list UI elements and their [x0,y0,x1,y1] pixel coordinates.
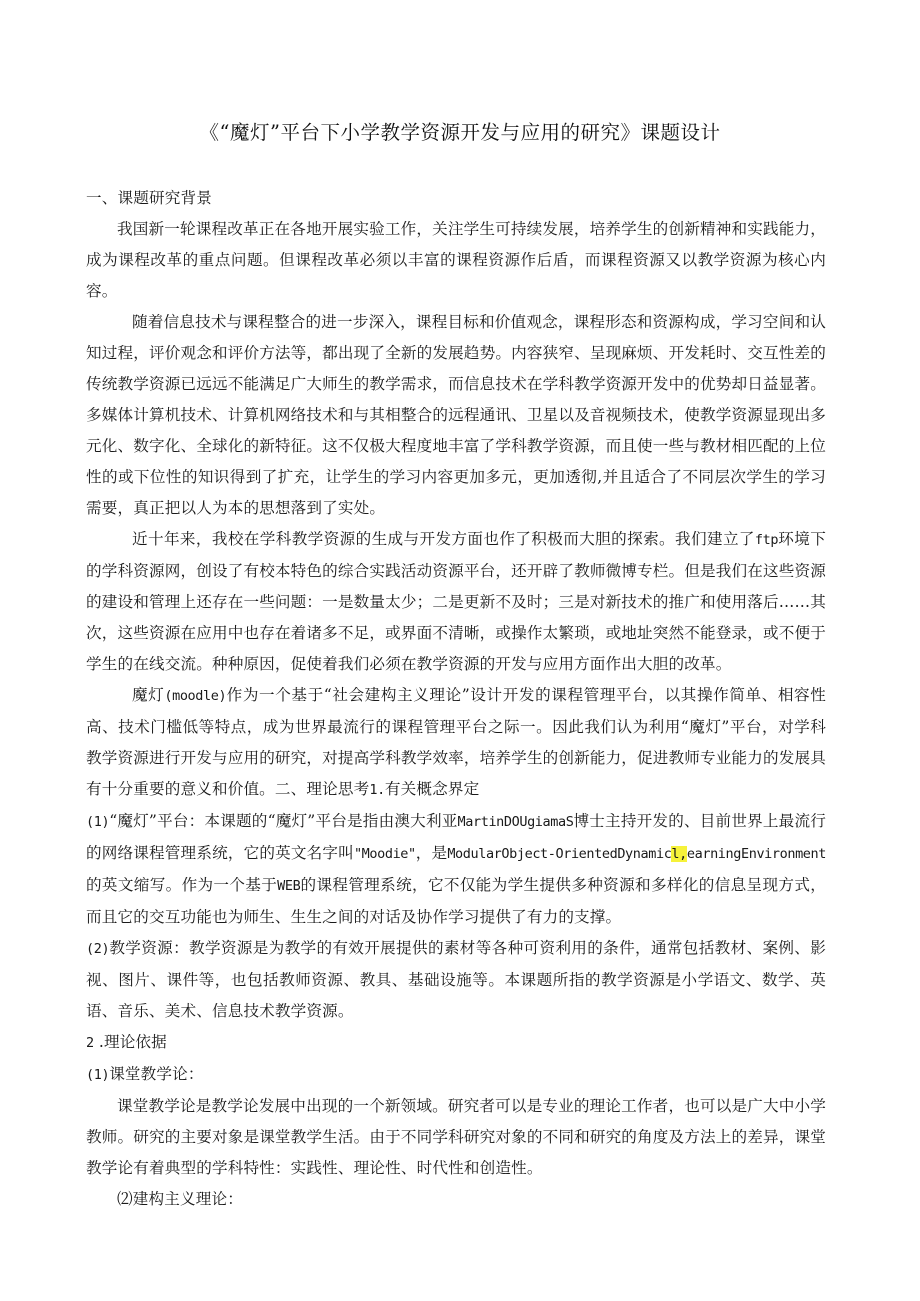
paragraph-text: 环境下的学科资源网，创设了有校本特色的综合实践活动资源平台，还开辟了教师微博专栏。但是我们在这些资源的建设和管理上还存在一些问题：一是数量太少；二是更新不及时；三是对新技术的推广和使用落后……其次，这些资源在应用中也存在着诸多不足，或界面不清晰，或操作太繁琐，或地址突然不能登录，或不便于学生的在线交流。种种原因，促使着我们必须在教学资源的开发与应用方面作出大胆的改革。 [86,530,826,673]
paragraph-text: 近十年来，我校在学科教学资源的生成与开发方面也作了积极而大胆的探索。我们建立了 [132,530,755,548]
definition-text: 博士主持开发的、目前世界上最流行的网络课程管理系统，它的英文名字叫 [86,812,826,862]
web-term: WEB [277,878,301,894]
concept-number: 1. [369,782,385,798]
paragraph-school-exploration [86,524,826,680]
theory-constructivism-heading [86,1184,826,1215]
paragraph-moodle-platform [86,680,826,806]
document-title: 《“魔灯”平台下小学教学资源开发与应用的研究》课题设计 [199,121,721,144]
theory-label: (1) [86,1067,110,1083]
highlighted-text: l, [671,846,687,862]
theory-number: 2 [86,1035,94,1051]
paragraph-classroom-theory: 课堂教学论是教学论发展中出现的一个新领域。研究者可以是专业的理论工作者，也可以是广大中小学教师。研究的主要对象是课堂教学生活。由于不同学科研究对象的不同和研究的角度及方法上的差异，课堂教学论有着典型的学科特性：实践性、理论性、时代性和创造性。 [86,1097,826,1177]
paragraph-it-integration: 随着信息技术与课程整合的进一步深入，课程目标和价值观念，课程形态和资源构成，学习空间和认知过程，评价观念和评价方法等，都出现了全新的发展趋势。内容狭窄、呈现麻烦、开发耗时、交互性差的传统教学资源已远远不能满足广大师生的教学需求，而信息技术在学科教学资源开发中的优势却日益显著。多媒体计算机技术、计算机网络技术和与其相整合的远程通讯、卫星以及音视频技术，使教学资源显现出多元化、数字化、全球化的新特征。这不仅极大程度地丰富了学科教学资源，而且使一些与教材相匹配的上位性的或下位性的知识得到了扩充，让学生的学习内容更加多元，更加透彻,并且适合了不同层次学生的学习需要，真正把以人为本的思想落到了实处。 [86,313,826,517]
theory-heading-text: .理论依据 [93,1033,167,1051]
paragraph-reform: 我国新一轮课程改革正在各地开展实验工作，关注学生可持续发展，培养学生的创新精神和实践能力，成为课程改革的重点问题。但课程改革必须以丰富的课程资源作后盾，而课程资源又以教学资源为核心内容。 [86,220,826,300]
moodle-term: (moodle) [164,688,227,704]
section-heading-background: 一、课题研究背景 [86,189,212,207]
ftp-term: ftp [754,532,779,548]
definition-text: ，是 [415,844,448,862]
english-name: "Moodie" [353,846,416,862]
person-name: MartinDOUgiamaS [457,814,574,830]
definition-text: 的英文缩写。作为一个基于 [86,876,278,894]
theory-title: 建构主义理论： [132,1190,243,1208]
theory-label: ⑵ [117,1190,133,1208]
definition-text: “魔灯”平台：本课题的“魔灯”平台是指由澳大利亚 [109,812,458,830]
paragraph-text: 魔灯 [132,686,165,704]
acronym-expansion: ModularObject-OrientedDynamic [447,846,672,862]
definition-text: 教学资源：教学资源是为教学的有效开展提供的素材等各种可资利用的条件，通常包括教材、案例、影视、图片、课件等，也包括教师资源、教具、基础设施等。本课题所指的教学资源是小学语文、数学、英语、音乐、美术、信息技术教学资源。 [86,939,826,1020]
theory-heading [86,1027,826,1059]
definition-label: (2) [86,941,110,957]
acronym-expansion-end: earningEnvironment [686,846,826,862]
definition-moodle [86,806,826,933]
document-body [86,183,826,1215]
definition-label: (1) [86,814,110,830]
theory-title: 课堂教学论： [109,1065,204,1083]
concept-heading: 有关概念界定 [384,780,480,798]
paragraph-text: 作为一个基于“社会建构主义理论”设计开发的课程管理平台，以其操作简单、相容性高、技术门槛低等特点，成为世界最流行的课程管理平台之际一。因此我们认为利用“魔灯”平台，对学科教学资源进行开发与应用的研究，对提高学科教学效率，培养学生的创新能力，促进教师专业能力的发展具有十分重要的意义和价值。二、理论思考 [86,686,826,798]
definition-text: 的课程管理系统，它不仅能为学生提供多种资源和多样化的信息呈现方式，而且它的交互功能也为师生、生生之间的对话及协作学习提供了有力的支撑。 [86,876,826,926]
theory-classroom-heading [86,1059,826,1091]
definition-teaching-resources [86,933,826,1027]
